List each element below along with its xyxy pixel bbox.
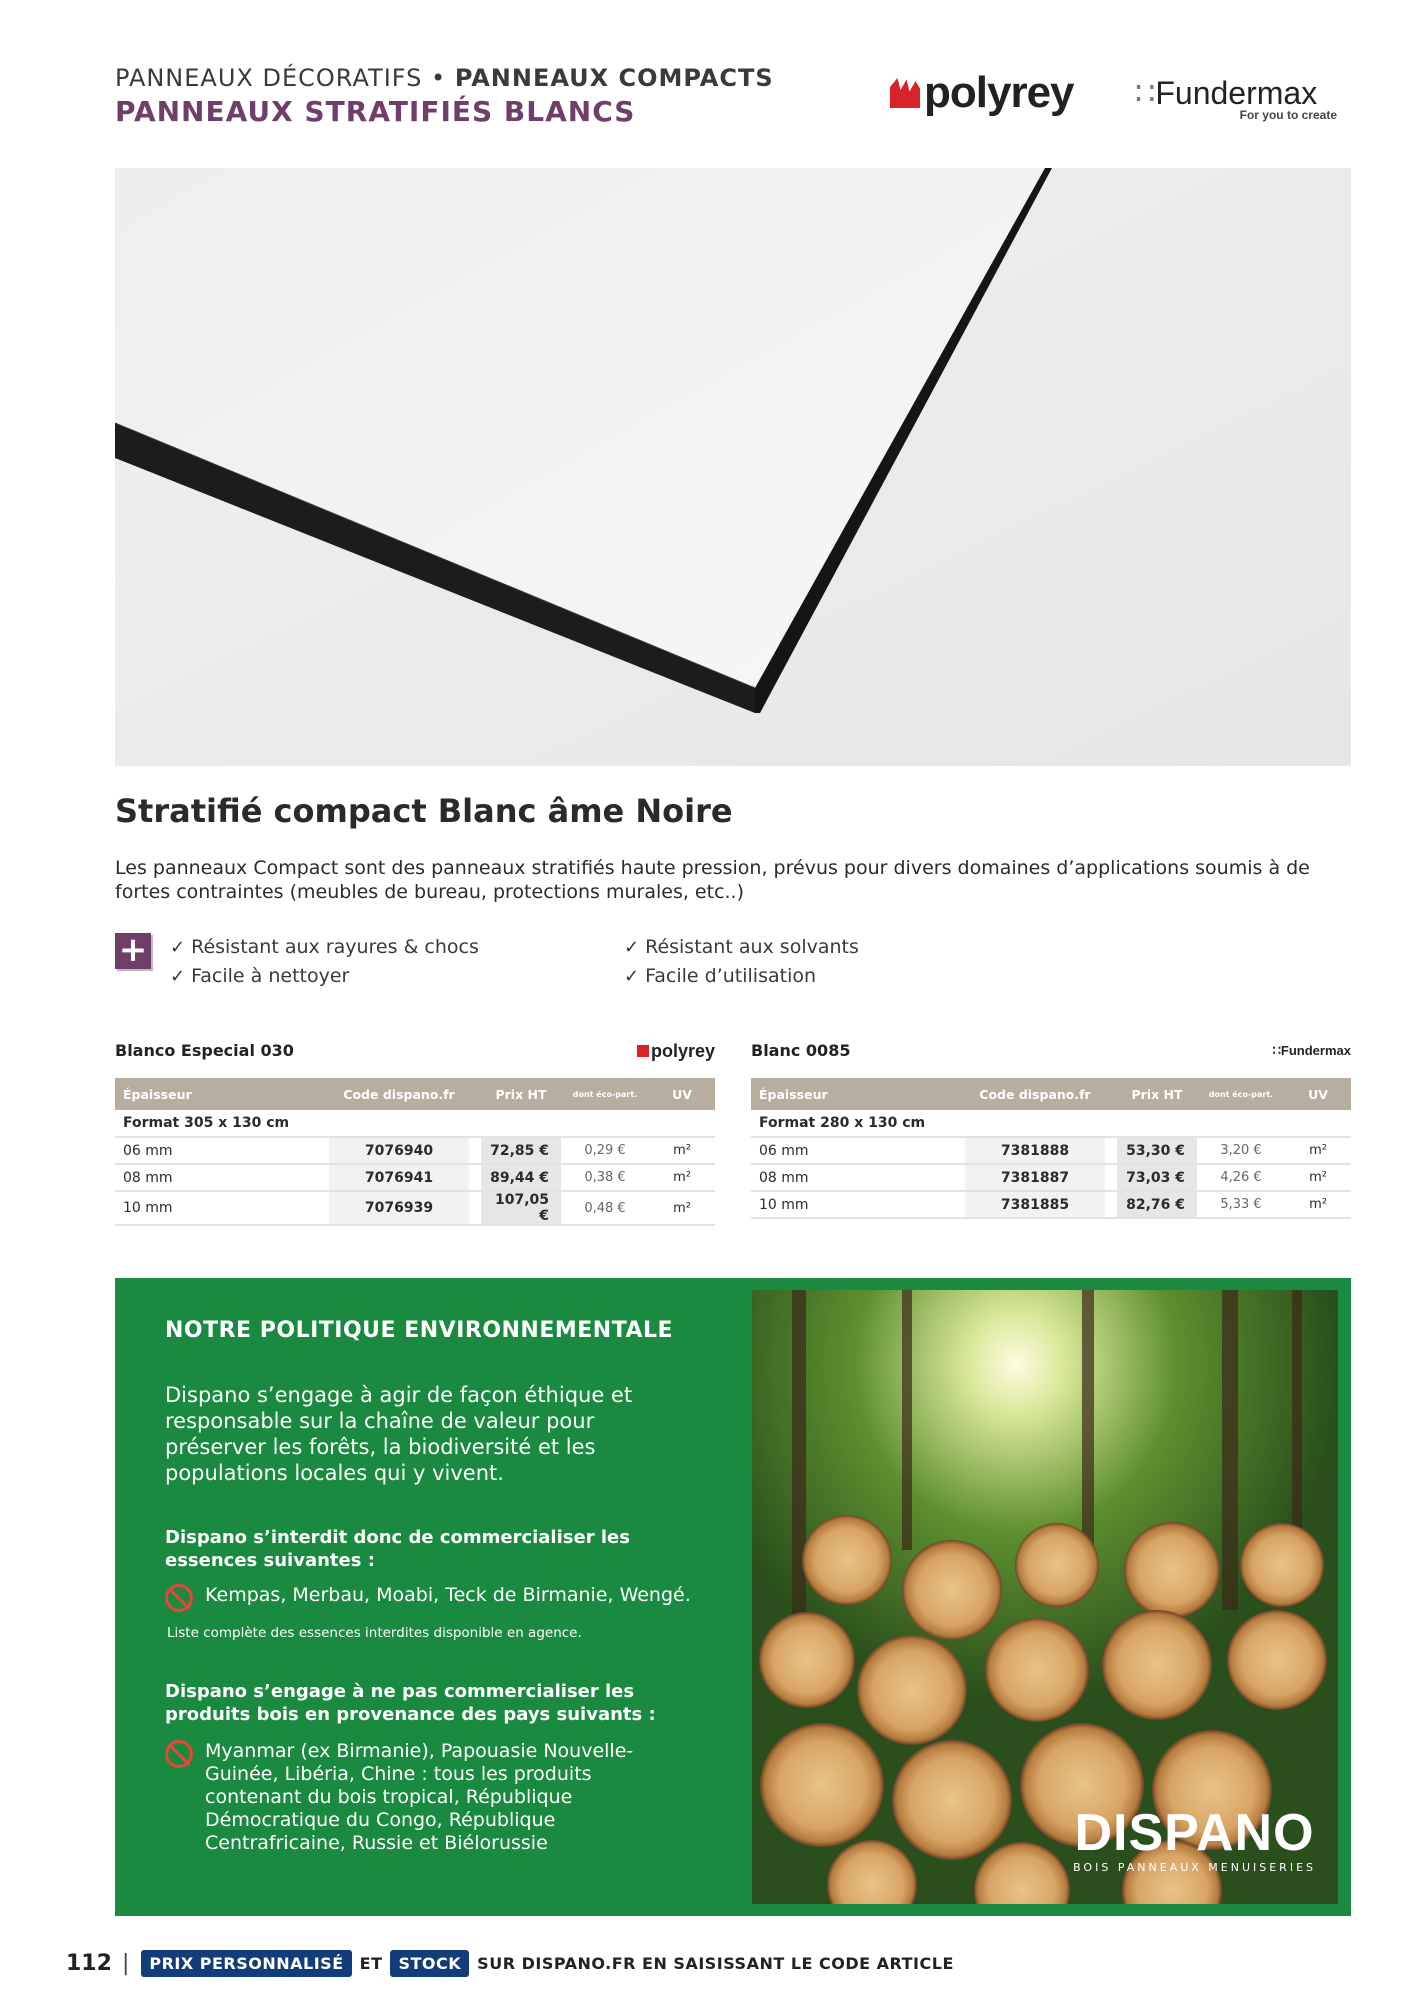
check-icon: ✓ xyxy=(624,966,640,987)
footer-text: SUR DISPANO.FR EN SAISISSANT LE CODE ARTICLE xyxy=(477,1954,954,1973)
prohibited-icon xyxy=(165,1584,193,1612)
footer-separator: | xyxy=(121,1951,130,1976)
feature-item: ✓ Résistant aux rayures & chocs xyxy=(170,936,479,958)
fundermax-logo-text: Fundermax xyxy=(1155,75,1318,111)
price-table xyxy=(115,1078,715,1226)
dispano-logo: DISPANO BOIS PANNEAUX MENUISERIES xyxy=(1073,1804,1316,1874)
table-title: Blanc 0085 xyxy=(751,1041,851,1060)
column-header: Épaisseur xyxy=(115,1078,329,1110)
fundermax-dots-icon: ∷ xyxy=(1272,1043,1281,1058)
format-row: Format 280 x 130 cm xyxy=(751,1110,1351,1137)
page-title: PANNEAUX STRATIFIÉS BLANCS xyxy=(115,95,636,128)
footer-badge-prix: PRIX PERSONNALISÉ xyxy=(141,1950,351,1977)
table-row: 10 mm 7381885 82,76 € 5,33 € m² xyxy=(751,1191,1351,1218)
column-header: UV xyxy=(649,1078,715,1110)
column-header: Prix HT xyxy=(1117,1078,1197,1110)
product-title: Stratifié compact Blanc âme Noire xyxy=(115,792,733,830)
header-category xyxy=(115,64,774,92)
column-header: Code dispano.fr xyxy=(329,1078,469,1110)
table-row: 06 mm 7381888 53,30 € 3,20 € m² xyxy=(751,1137,1351,1164)
compact-panel-illustration xyxy=(115,168,1351,766)
check-icon: ✓ xyxy=(170,937,186,958)
column-header: dont éco-part. xyxy=(561,1078,649,1110)
banned-species-list: Kempas, Merbau, Moabi, Teck de Birmanie, Wengé. xyxy=(165,1584,705,1607)
column-header: Code dispano.fr xyxy=(965,1078,1105,1110)
banned-countries-list: Myanmar (ex Birmanie), Papouasie Nouvelle-Guinée, Libéria, Chine : tous les produits contenant du bois tropical, République Démocratique du Congo, République Centrafricaine, Russie et Biélorussie xyxy=(165,1740,645,1855)
price-table xyxy=(751,1078,1351,1219)
format-row: Format 305 x 130 cm xyxy=(115,1110,715,1137)
feature-item: ✓ Facile d’utilisation xyxy=(624,965,817,987)
table-row: 08 mm 7381887 73,03 € 4,26 € m² xyxy=(751,1164,1351,1191)
table-row: 08 mm 7076941 89,44 € 0,38 € m² xyxy=(115,1164,715,1191)
environmental-policy-title: NOTRE POLITIQUE ENVIRONNEMENTALE xyxy=(165,1318,674,1343)
header-bullet: • xyxy=(422,64,455,92)
fundermax-logo xyxy=(1135,74,1345,122)
forest-logs-photo xyxy=(752,1290,1338,1904)
product-image xyxy=(115,168,1351,766)
product-description: Les panneaux Compact sont des panneaux stratifiés haute pression, prévus pour divers domaines d’applications soumis à de fortes contraintes (meubles de bureau, protections murales, etc..) xyxy=(115,857,1310,903)
feature-item: ✓ Facile à nettoyer xyxy=(170,965,350,987)
column-header: UV xyxy=(1285,1078,1351,1110)
column-header: dont éco-part. xyxy=(1197,1078,1285,1110)
footer-and: ET xyxy=(359,1954,383,1973)
table-title: Blanco Especial 030 xyxy=(115,1041,294,1060)
polyrey-flame-icon xyxy=(637,1045,649,1057)
polyrey-small-logo: polyrey xyxy=(637,1036,715,1066)
fundermax-small-logo: ∷ Fundermax xyxy=(1273,1036,1351,1066)
fundermax-tagline: For you to create xyxy=(1239,108,1337,122)
fundermax-dots-icon: ∷ xyxy=(1135,75,1154,111)
price-table-fundermax xyxy=(751,1036,1351,1219)
prohibited-icon xyxy=(165,1740,193,1768)
banned-countries-heading: Dispano s’engage à ne pas commercialiser les produits bois en provenance des pays suivants : xyxy=(165,1681,656,1725)
feature-item: ✓ Résistant aux solvants xyxy=(624,936,859,958)
check-icon: ✓ xyxy=(170,966,186,987)
page-footer xyxy=(66,1950,962,1977)
price-table-polyrey xyxy=(115,1036,715,1226)
polyrey-flame-icon xyxy=(890,78,920,108)
banned-species-note: Liste complète des essences interdites disponible en agence. xyxy=(167,1625,582,1641)
footer-badge-stock: STOCK xyxy=(390,1950,469,1977)
plus-icon: + xyxy=(115,933,151,969)
table-row: 10 mm 7076939 107,05 € 0,48 € m² xyxy=(115,1191,715,1225)
column-header: Épaisseur xyxy=(751,1078,965,1110)
header-category-light: PANNEAUX DÉCORATIFS xyxy=(115,64,423,92)
polyrey-logo xyxy=(890,68,1074,118)
header-category-bold: PANNEAUX COMPACTS xyxy=(454,64,774,92)
column-header: Prix HT xyxy=(481,1078,561,1110)
page-number: 112 xyxy=(66,1951,112,1976)
polyrey-logo-text: polyrey xyxy=(924,68,1074,117)
table-row: 06 mm 7076940 72,85 € 0,29 € m² xyxy=(115,1137,715,1164)
environmental-policy-box xyxy=(115,1278,1351,1916)
banned-species-heading: Dispano s’interdit donc de commercialiser les essences suivantes : xyxy=(165,1527,630,1571)
environmental-policy-intro: Dispano s’engage à agir de façon éthique et responsable sur la chaîne de valeur pour préserver les forêts, la biodiversité et les populations locales qui y vivent. xyxy=(165,1383,633,1485)
check-icon: ✓ xyxy=(624,937,640,958)
